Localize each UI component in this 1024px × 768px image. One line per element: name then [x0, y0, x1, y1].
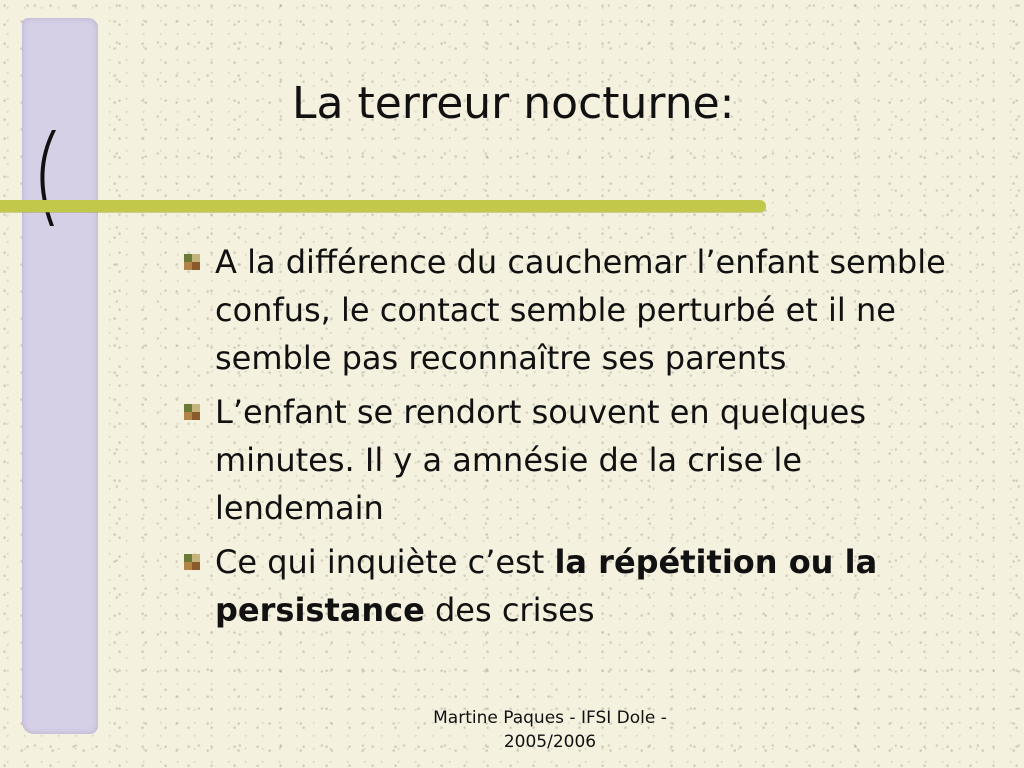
slide-footer [400, 706, 700, 754]
bullet-text: A la différence du cauchemar l’enfant semble confus, le contact semble perturbé et il ne semble pas reconnaître ses parents [215, 243, 946, 377]
bullet-list [184, 238, 974, 640]
bullet-item [184, 238, 974, 382]
square-bullet-icon [184, 404, 200, 420]
bullet-text-emphasis: la répétition ou la persistance [215, 543, 878, 629]
footer-year: 2005/2006 [503, 732, 597, 752]
footer-author: Martine Paques - IFSI Dole - [433, 708, 667, 728]
left-decorative-bar [22, 18, 98, 734]
square-bullet-icon [184, 254, 200, 270]
bullet-text: L’enfant se rendort souvent en quelques minutes. Il y a amnésie de la crise le lendemain [215, 393, 866, 527]
bullet-text-prefix: Ce qui inquiète c’est [215, 543, 555, 581]
bracket-ornament [36, 128, 60, 228]
bullet-text-suffix: des crises [424, 591, 595, 629]
square-bullet-icon [184, 554, 200, 570]
bullet-item [184, 538, 974, 634]
slide-title: La terreur nocturne: [292, 78, 735, 129]
bullet-item [184, 388, 974, 532]
title-underline-rule [0, 200, 766, 212]
